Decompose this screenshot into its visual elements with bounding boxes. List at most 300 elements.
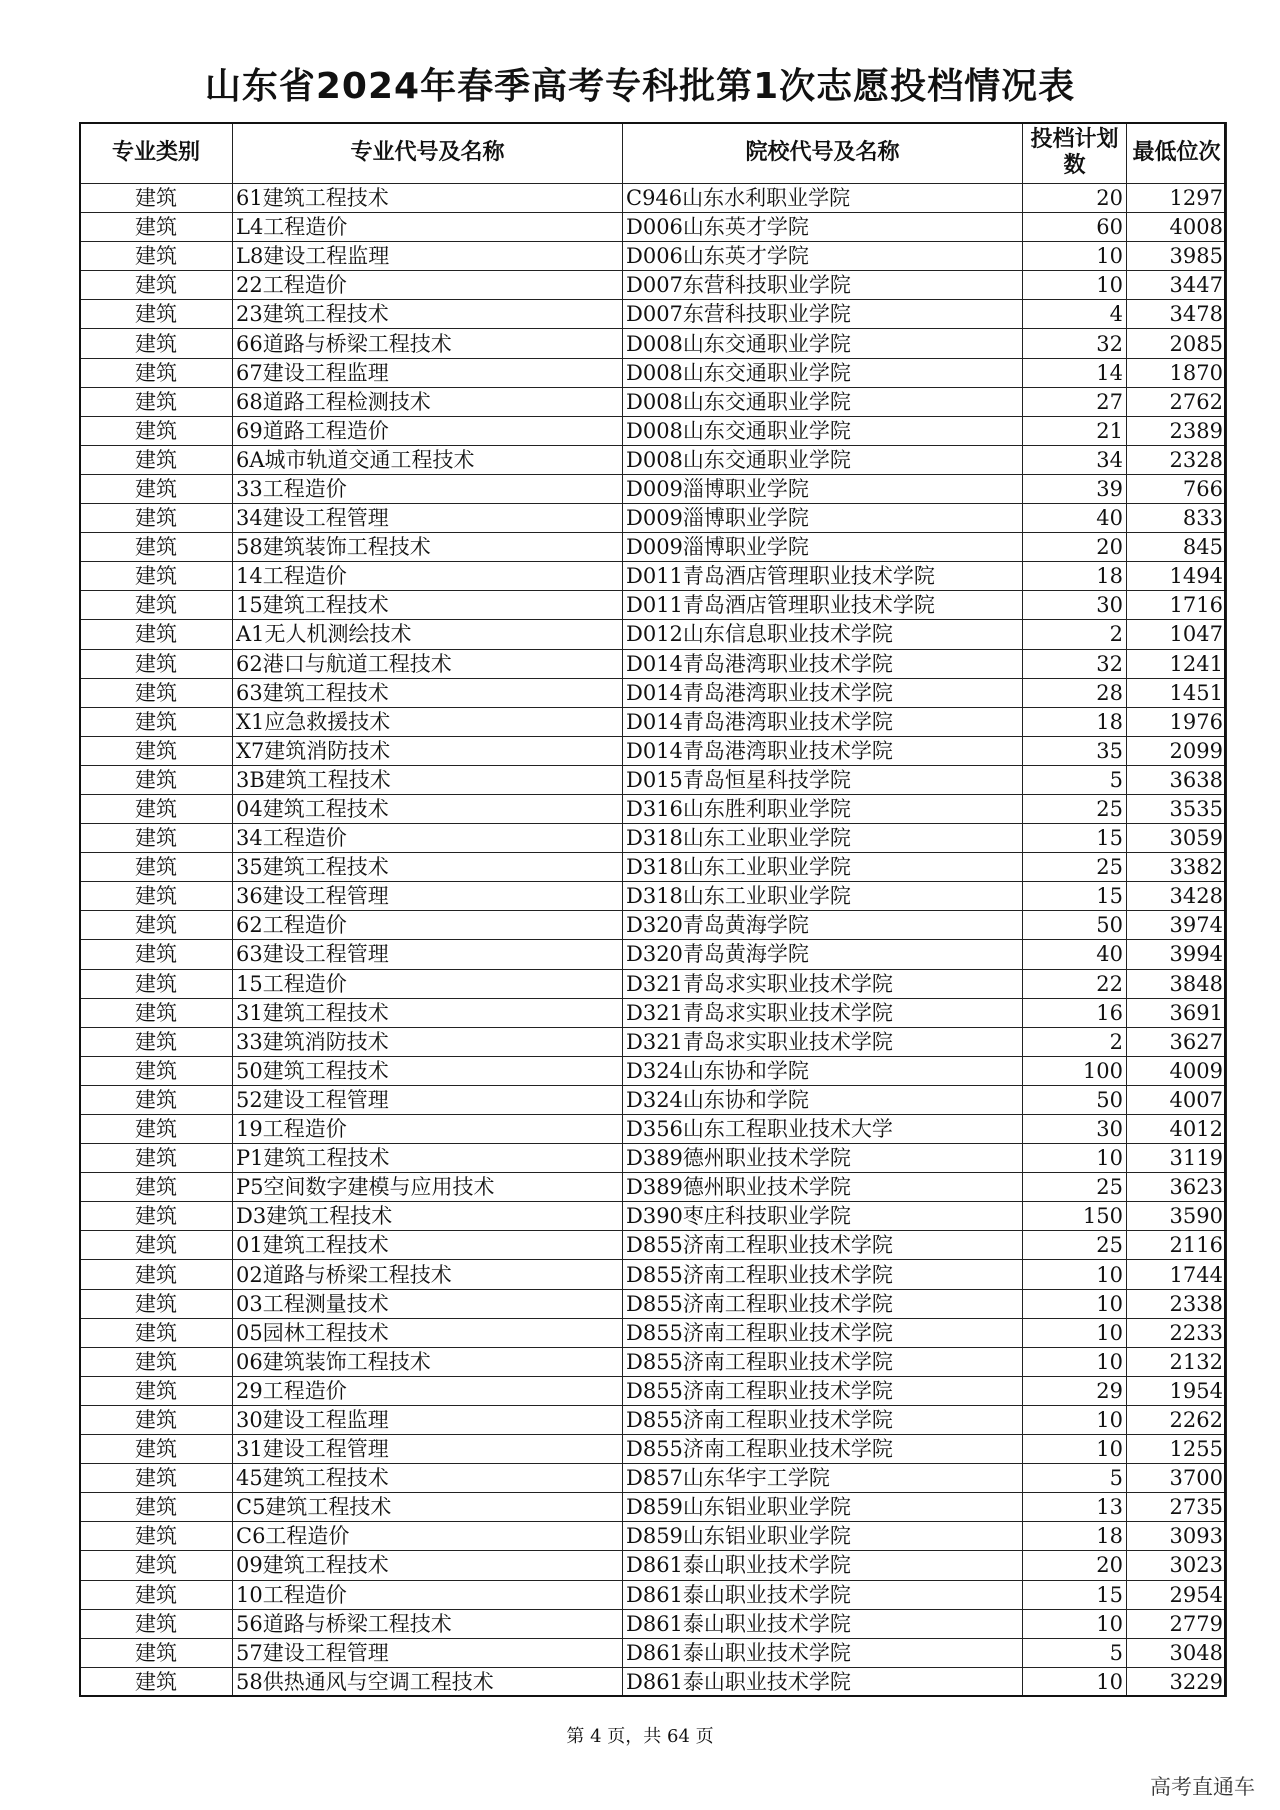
cell-category: 建筑 xyxy=(80,1376,233,1405)
cell-rank: 1047 xyxy=(1127,620,1227,649)
cell-category: 建筑 xyxy=(80,1202,233,1231)
cell-plan: 18 xyxy=(1023,1522,1127,1551)
table-row xyxy=(80,533,1227,562)
cell-major: 61建筑工程技术 xyxy=(233,184,623,213)
cell-category: 建筑 xyxy=(80,969,233,998)
cell-plan: 5 xyxy=(1023,765,1127,794)
cell-major: 69道路工程造价 xyxy=(233,416,623,445)
table-row xyxy=(80,824,1227,853)
cell-school: D324山东协和学院 xyxy=(623,1085,1023,1114)
header-plan: 投档计划数 xyxy=(1023,123,1127,184)
cell-school: D855济南工程职业技术学院 xyxy=(623,1435,1023,1464)
cell-school: D390枣庄科技职业学院 xyxy=(623,1202,1023,1231)
cell-plan: 5 xyxy=(1023,1464,1127,1493)
cell-rank: 3229 xyxy=(1127,1667,1227,1696)
table-row xyxy=(80,649,1227,678)
cell-school: D007东营科技职业学院 xyxy=(623,271,1023,300)
cell-major: 02道路与桥梁工程技术 xyxy=(233,1260,623,1289)
cell-school: D859山东铝业职业学院 xyxy=(623,1493,1023,1522)
cell-school: D006山东英才学院 xyxy=(623,242,1023,271)
cell-category: 建筑 xyxy=(80,300,233,329)
cell-rank: 2389 xyxy=(1127,416,1227,445)
cell-plan: 10 xyxy=(1023,1289,1127,1318)
cell-rank: 3848 xyxy=(1127,969,1227,998)
cell-school: D014青岛港湾职业技术学院 xyxy=(623,707,1023,736)
cell-plan: 5 xyxy=(1023,1638,1127,1667)
table-row xyxy=(80,300,1227,329)
cell-plan: 28 xyxy=(1023,678,1127,707)
table-row xyxy=(80,765,1227,794)
cell-major: 6A城市轨道交通工程技术 xyxy=(233,445,623,474)
cell-rank: 1870 xyxy=(1127,358,1227,387)
cell-school: D861泰山职业技术学院 xyxy=(623,1580,1023,1609)
cell-major: 34建设工程管理 xyxy=(233,504,623,533)
cell-rank: 2735 xyxy=(1127,1493,1227,1522)
cell-category: 建筑 xyxy=(80,504,233,533)
cell-rank: 3382 xyxy=(1127,853,1227,882)
table-row xyxy=(80,1522,1227,1551)
cell-rank: 3700 xyxy=(1127,1464,1227,1493)
cell-school: D316山东胜利职业学院 xyxy=(623,794,1023,823)
cell-plan: 10 xyxy=(1023,1667,1127,1696)
table-row xyxy=(80,620,1227,649)
cell-school: D861泰山职业技术学院 xyxy=(623,1667,1023,1696)
cell-rank: 4007 xyxy=(1127,1085,1227,1114)
cell-category: 建筑 xyxy=(80,1173,233,1202)
table-row xyxy=(80,1231,1227,1260)
cell-school: D011青岛酒店管理职业技术学院 xyxy=(623,591,1023,620)
table-row xyxy=(80,1056,1227,1085)
cell-school: D014青岛港湾职业技术学院 xyxy=(623,678,1023,707)
cell-rank: 1297 xyxy=(1127,184,1227,213)
header-major: 专业代号及名称 xyxy=(233,123,623,184)
cell-plan: 25 xyxy=(1023,1231,1127,1260)
table-row xyxy=(80,969,1227,998)
cell-category: 建筑 xyxy=(80,416,233,445)
table-row xyxy=(80,1318,1227,1347)
cell-major: 10工程造价 xyxy=(233,1580,623,1609)
cell-category: 建筑 xyxy=(80,271,233,300)
table-row xyxy=(80,1347,1227,1376)
cell-school: D008山东交通职业学院 xyxy=(623,358,1023,387)
cell-plan: 25 xyxy=(1023,1173,1127,1202)
cell-major: 56道路与桥梁工程技术 xyxy=(233,1609,623,1638)
cell-plan: 14 xyxy=(1023,358,1127,387)
header-category: 专业类别 xyxy=(80,123,233,184)
cell-school: D321青岛求实职业技术学院 xyxy=(623,998,1023,1027)
cell-school: D321青岛求实职业技术学院 xyxy=(623,969,1023,998)
cell-major: L8建设工程监理 xyxy=(233,242,623,271)
table-row xyxy=(80,358,1227,387)
cell-plan: 2 xyxy=(1023,1027,1127,1056)
table-row xyxy=(80,474,1227,503)
cell-rank: 3691 xyxy=(1127,998,1227,1027)
cell-plan: 10 xyxy=(1023,1318,1127,1347)
cell-plan: 100 xyxy=(1023,1056,1127,1085)
cell-school: D014青岛港湾职业技术学院 xyxy=(623,649,1023,678)
cell-major: X7建筑消防技术 xyxy=(233,736,623,765)
header-rank: 最低位次 xyxy=(1127,123,1227,184)
table-row xyxy=(80,504,1227,533)
cell-plan: 10 xyxy=(1023,271,1127,300)
cell-rank: 833 xyxy=(1127,504,1227,533)
cell-category: 建筑 xyxy=(80,998,233,1027)
cell-school: D320青岛黄海学院 xyxy=(623,940,1023,969)
table-row xyxy=(80,794,1227,823)
cell-rank: 3059 xyxy=(1127,824,1227,853)
cell-plan: 10 xyxy=(1023,1144,1127,1173)
cell-category: 建筑 xyxy=(80,1638,233,1667)
cell-school: D006山东英才学院 xyxy=(623,213,1023,242)
cell-category: 建筑 xyxy=(80,824,233,853)
cell-plan: 150 xyxy=(1023,1202,1127,1231)
cell-category: 建筑 xyxy=(80,1115,233,1144)
cell-plan: 25 xyxy=(1023,794,1127,823)
cell-category: 建筑 xyxy=(80,184,233,213)
cell-school: D318山东工业职业学院 xyxy=(623,824,1023,853)
table-row xyxy=(80,1464,1227,1493)
cell-category: 建筑 xyxy=(80,562,233,591)
cell-rank: 1716 xyxy=(1127,591,1227,620)
cell-major: 33工程造价 xyxy=(233,474,623,503)
cell-school: D389德州职业技术学院 xyxy=(623,1173,1023,1202)
table-row xyxy=(80,184,1227,213)
table-row xyxy=(80,1638,1227,1667)
cell-plan: 13 xyxy=(1023,1493,1127,1522)
table-row xyxy=(80,1289,1227,1318)
cell-major: 57建设工程管理 xyxy=(233,1638,623,1667)
cell-plan: 32 xyxy=(1023,649,1127,678)
cell-major: 45建筑工程技术 xyxy=(233,1464,623,1493)
cell-plan: 10 xyxy=(1023,1260,1127,1289)
table-row xyxy=(80,1376,1227,1405)
page-footer: 第 4 页，共 64 页 xyxy=(566,1726,714,1747)
cell-plan: 22 xyxy=(1023,969,1127,998)
cell-major: X1应急救援技术 xyxy=(233,707,623,736)
cell-plan: 18 xyxy=(1023,562,1127,591)
cell-major: 52建设工程管理 xyxy=(233,1085,623,1114)
cell-major: L4工程造价 xyxy=(233,213,623,242)
table-row xyxy=(80,1260,1227,1289)
cell-plan: 20 xyxy=(1023,1551,1127,1580)
cell-school: D861泰山职业技术学院 xyxy=(623,1551,1023,1580)
cell-rank: 1451 xyxy=(1127,678,1227,707)
table-row xyxy=(80,271,1227,300)
table-row xyxy=(80,678,1227,707)
cell-rank: 2233 xyxy=(1127,1318,1227,1347)
cell-major: 34工程造价 xyxy=(233,824,623,853)
cell-school: D009淄博职业学院 xyxy=(623,474,1023,503)
cell-category: 建筑 xyxy=(80,1144,233,1173)
cell-school: D011青岛酒店管理职业技术学院 xyxy=(623,562,1023,591)
cell-rank: 2779 xyxy=(1127,1609,1227,1638)
cell-plan: 10 xyxy=(1023,1347,1127,1376)
table-row xyxy=(80,387,1227,416)
table-row xyxy=(80,1085,1227,1114)
cell-school: D861泰山职业技术学院 xyxy=(623,1638,1023,1667)
cell-category: 建筑 xyxy=(80,213,233,242)
cell-major: D3建筑工程技术 xyxy=(233,1202,623,1231)
cell-rank: 3627 xyxy=(1127,1027,1227,1056)
table-row xyxy=(80,1405,1227,1434)
cell-plan: 29 xyxy=(1023,1376,1127,1405)
cell-major: 30建设工程监理 xyxy=(233,1405,623,1434)
cell-rank: 2085 xyxy=(1127,329,1227,358)
cell-school: D318山东工业职业学院 xyxy=(623,882,1023,911)
cell-plan: 20 xyxy=(1023,184,1127,213)
cell-rank: 845 xyxy=(1127,533,1227,562)
table-row xyxy=(80,1609,1227,1638)
cell-plan: 40 xyxy=(1023,940,1127,969)
cell-rank: 3048 xyxy=(1127,1638,1227,1667)
cell-category: 建筑 xyxy=(80,853,233,882)
cell-school: C946山东水利职业学院 xyxy=(623,184,1023,213)
cell-major: C5建筑工程技术 xyxy=(233,1493,623,1522)
cell-major: 29工程造价 xyxy=(233,1376,623,1405)
cell-plan: 32 xyxy=(1023,329,1127,358)
cell-major: 04建筑工程技术 xyxy=(233,794,623,823)
cell-rank: 3974 xyxy=(1127,911,1227,940)
cell-category: 建筑 xyxy=(80,1289,233,1318)
cell-rank: 3093 xyxy=(1127,1522,1227,1551)
cell-category: 建筑 xyxy=(80,765,233,794)
table-row xyxy=(80,242,1227,271)
cell-major: 68道路工程检测技术 xyxy=(233,387,623,416)
cell-major: A1无人机测绘技术 xyxy=(233,620,623,649)
cell-school: D008山东交通职业学院 xyxy=(623,329,1023,358)
cell-category: 建筑 xyxy=(80,591,233,620)
table-row xyxy=(80,1027,1227,1056)
table-row xyxy=(80,1144,1227,1173)
cell-plan: 4 xyxy=(1023,300,1127,329)
cell-rank: 2132 xyxy=(1127,1347,1227,1376)
cell-category: 建筑 xyxy=(80,1085,233,1114)
cell-plan: 30 xyxy=(1023,1115,1127,1144)
cell-major: 01建筑工程技术 xyxy=(233,1231,623,1260)
cell-school: D318山东工业职业学院 xyxy=(623,853,1023,882)
cell-school: D320青岛黄海学院 xyxy=(623,911,1023,940)
cell-major: 62工程造价 xyxy=(233,911,623,940)
cell-major: 19工程造价 xyxy=(233,1115,623,1144)
table-row xyxy=(80,940,1227,969)
cell-plan: 15 xyxy=(1023,824,1127,853)
cell-major: 31建筑工程技术 xyxy=(233,998,623,1027)
cell-rank: 2338 xyxy=(1127,1289,1227,1318)
cell-category: 建筑 xyxy=(80,911,233,940)
table-row xyxy=(80,329,1227,358)
cell-major: 23建筑工程技术 xyxy=(233,300,623,329)
cell-rank: 3985 xyxy=(1127,242,1227,271)
cell-plan: 60 xyxy=(1023,213,1127,242)
cell-rank: 3428 xyxy=(1127,882,1227,911)
cell-rank: 1954 xyxy=(1127,1376,1227,1405)
cell-rank: 4009 xyxy=(1127,1056,1227,1085)
cell-category: 建筑 xyxy=(80,1056,233,1085)
cell-category: 建筑 xyxy=(80,387,233,416)
table-header-row xyxy=(80,123,1227,184)
table-row xyxy=(80,1493,1227,1522)
cell-category: 建筑 xyxy=(80,533,233,562)
cell-school: D008山东交通职业学院 xyxy=(623,445,1023,474)
cell-major: 33建筑消防技术 xyxy=(233,1027,623,1056)
cell-major: 36建设工程管理 xyxy=(233,882,623,911)
cell-rank: 2262 xyxy=(1127,1405,1227,1434)
watermark: 高考直通车 xyxy=(1150,1775,1255,1799)
page-title: 山东省2024年春季高考专科批第1次志愿投档情况表 xyxy=(204,66,1076,107)
cell-major: P5空间数字建模与应用技术 xyxy=(233,1173,623,1202)
cell-rank: 2954 xyxy=(1127,1580,1227,1609)
cell-category: 建筑 xyxy=(80,940,233,969)
cell-rank: 3994 xyxy=(1127,940,1227,969)
cell-plan: 50 xyxy=(1023,911,1127,940)
cell-plan: 15 xyxy=(1023,1580,1127,1609)
cell-major: 63建筑工程技术 xyxy=(233,678,623,707)
cell-school: D855济南工程职业技术学院 xyxy=(623,1260,1023,1289)
cell-school: D857山东华宇工学院 xyxy=(623,1464,1023,1493)
cell-school: D855济南工程职业技术学院 xyxy=(623,1405,1023,1434)
cell-school: D389德州职业技术学院 xyxy=(623,1144,1023,1173)
table-body xyxy=(80,184,1227,1697)
table-row xyxy=(80,591,1227,620)
cell-plan: 34 xyxy=(1023,445,1127,474)
cell-school: D009淄博职业学院 xyxy=(623,533,1023,562)
cell-category: 建筑 xyxy=(80,1027,233,1056)
cell-rank: 3623 xyxy=(1127,1173,1227,1202)
cell-school: D855济南工程职业技术学院 xyxy=(623,1318,1023,1347)
cell-school: D008山东交通职业学院 xyxy=(623,387,1023,416)
cell-plan: 25 xyxy=(1023,853,1127,882)
cell-category: 建筑 xyxy=(80,707,233,736)
table-row xyxy=(80,1551,1227,1580)
cell-major: 3B建筑工程技术 xyxy=(233,765,623,794)
cell-major: 58供热通风与空调工程技术 xyxy=(233,1667,623,1696)
cell-rank: 1744 xyxy=(1127,1260,1227,1289)
table-row xyxy=(80,853,1227,882)
table-row xyxy=(80,1435,1227,1464)
cell-rank: 1976 xyxy=(1127,707,1227,736)
cell-plan: 10 xyxy=(1023,1405,1127,1434)
cell-school: D855济南工程职业技术学院 xyxy=(623,1376,1023,1405)
cell-rank: 3478 xyxy=(1127,300,1227,329)
cell-plan: 10 xyxy=(1023,1609,1127,1638)
table-row xyxy=(80,562,1227,591)
cell-rank: 3447 xyxy=(1127,271,1227,300)
cell-category: 建筑 xyxy=(80,1405,233,1434)
cell-rank: 2116 xyxy=(1127,1231,1227,1260)
cell-plan: 35 xyxy=(1023,736,1127,765)
cell-school: D008山东交通职业学院 xyxy=(623,416,1023,445)
cell-school: D015青岛恒星科技学院 xyxy=(623,765,1023,794)
table-row xyxy=(80,1202,1227,1231)
cell-school: D859山东铝业职业学院 xyxy=(623,1522,1023,1551)
cell-category: 建筑 xyxy=(80,1609,233,1638)
cell-plan: 21 xyxy=(1023,416,1127,445)
cell-rank: 2762 xyxy=(1127,387,1227,416)
cell-rank: 3023 xyxy=(1127,1551,1227,1580)
cell-major: 15建筑工程技术 xyxy=(233,591,623,620)
table-row xyxy=(80,1667,1227,1696)
cell-major: 35建筑工程技术 xyxy=(233,853,623,882)
cell-category: 建筑 xyxy=(80,620,233,649)
cell-category: 建筑 xyxy=(80,242,233,271)
cell-plan: 2 xyxy=(1023,620,1127,649)
cell-rank: 1241 xyxy=(1127,649,1227,678)
cell-category: 建筑 xyxy=(80,736,233,765)
cell-category: 建筑 xyxy=(80,1347,233,1376)
cell-plan: 50 xyxy=(1023,1085,1127,1114)
table-row xyxy=(80,882,1227,911)
cell-plan: 10 xyxy=(1023,242,1127,271)
cell-plan: 15 xyxy=(1023,882,1127,911)
cell-rank: 3638 xyxy=(1127,765,1227,794)
cell-plan: 30 xyxy=(1023,591,1127,620)
cell-major: 31建设工程管理 xyxy=(233,1435,623,1464)
cell-major: C6工程造价 xyxy=(233,1522,623,1551)
cell-rank: 766 xyxy=(1127,474,1227,503)
cell-plan: 39 xyxy=(1023,474,1127,503)
cell-school: D009淄博职业学院 xyxy=(623,504,1023,533)
cell-school: D855济南工程职业技术学院 xyxy=(623,1231,1023,1260)
cell-major: 63建设工程管理 xyxy=(233,940,623,969)
table-row xyxy=(80,911,1227,940)
cell-rank: 3590 xyxy=(1127,1202,1227,1231)
cell-major: 22工程造价 xyxy=(233,271,623,300)
cell-rank: 1494 xyxy=(1127,562,1227,591)
cell-major: 66道路与桥梁工程技术 xyxy=(233,329,623,358)
table-row xyxy=(80,707,1227,736)
cell-category: 建筑 xyxy=(80,794,233,823)
cell-major: 05园林工程技术 xyxy=(233,1318,623,1347)
cell-category: 建筑 xyxy=(80,1318,233,1347)
cell-rank: 2099 xyxy=(1127,736,1227,765)
cell-school: D321青岛求实职业技术学院 xyxy=(623,1027,1023,1056)
cell-rank: 2328 xyxy=(1127,445,1227,474)
table-row xyxy=(80,1173,1227,1202)
cell-category: 建筑 xyxy=(80,474,233,503)
cell-school: D012山东信息职业技术学院 xyxy=(623,620,1023,649)
cell-rank: 4012 xyxy=(1127,1115,1227,1144)
cell-major: 06建筑装饰工程技术 xyxy=(233,1347,623,1376)
cell-rank: 4008 xyxy=(1127,213,1227,242)
admission-table xyxy=(79,122,1227,1697)
cell-plan: 16 xyxy=(1023,998,1127,1027)
cell-major: P1建筑工程技术 xyxy=(233,1144,623,1173)
cell-major: 67建设工程监理 xyxy=(233,358,623,387)
header-school: 院校代号及名称 xyxy=(623,123,1023,184)
table-row xyxy=(80,736,1227,765)
cell-major: 50建筑工程技术 xyxy=(233,1056,623,1085)
table-row xyxy=(80,998,1227,1027)
cell-rank: 3119 xyxy=(1127,1144,1227,1173)
cell-category: 建筑 xyxy=(80,1667,233,1696)
cell-plan: 40 xyxy=(1023,504,1127,533)
cell-category: 建筑 xyxy=(80,1260,233,1289)
cell-category: 建筑 xyxy=(80,1435,233,1464)
cell-plan: 10 xyxy=(1023,1435,1127,1464)
table-row xyxy=(80,1580,1227,1609)
table-row xyxy=(80,1115,1227,1144)
cell-school: D014青岛港湾职业技术学院 xyxy=(623,736,1023,765)
cell-category: 建筑 xyxy=(80,1580,233,1609)
cell-category: 建筑 xyxy=(80,1522,233,1551)
cell-major: 15工程造价 xyxy=(233,969,623,998)
cell-school: D855济南工程职业技术学院 xyxy=(623,1347,1023,1376)
cell-school: D861泰山职业技术学院 xyxy=(623,1609,1023,1638)
cell-rank: 3535 xyxy=(1127,794,1227,823)
cell-category: 建筑 xyxy=(80,678,233,707)
cell-category: 建筑 xyxy=(80,358,233,387)
table-row xyxy=(80,416,1227,445)
